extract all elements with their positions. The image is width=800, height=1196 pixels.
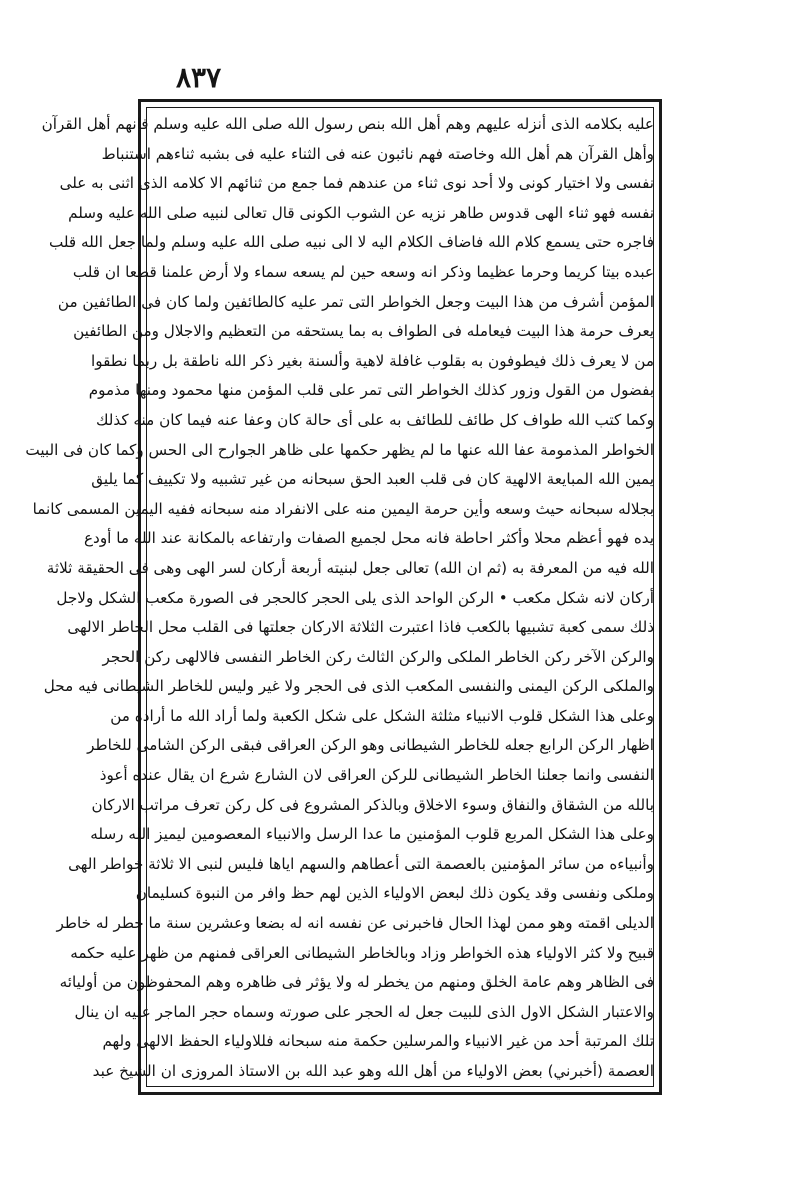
text-line: المؤمن أشرف من هذا البيت وجعل الخواطر التى تمر عليه كالطائفين ولما كان فى الطائفين من <box>57 292 654 311</box>
text-line: بجلاله سبحانه حيث وسعه وأين حرمة اليمين منه على الانفراد منه سبحانه ففيه اليمين المسمى كانما <box>32 499 654 518</box>
text-line: ذلك سمى كعبة تشبيها بالكعب فاذا اعتبرت الثلاثة الاركان جعلتها فى القلب محل الخاطر الالهى <box>67 618 654 637</box>
text-line: الله فيه من المعرفة به (ثم ان الله) تعالى جعل لبنيته أربعة أركان لسر الهى وهى فى الحقيقة ثلاثة <box>46 558 654 577</box>
text-line: عليه بكلامه الذى أنزله عليهم وهم أهل الله بنص رسول الله صلى الله عليه وسلم فانهم أهل القرآن <box>41 115 654 133</box>
text-line: بفضول من القول وزور كذلك الخواطر التى تمر على قلب المؤمن منها محمود ومنها مذموم <box>88 381 654 400</box>
text-line: والركن الآخر ركن الخاطر الملكى والركن الثالث ركن الخاطر النفسى فالالهى ركن الحجر <box>102 647 654 666</box>
text-line: وأنبياءه من سائر المؤمنين بالعصمة التى أعطاهم والسهم اياها فليس لنبى الا ثلاثة خواطر الهى <box>68 854 654 873</box>
text-line: وأهل القرآن هم أهل الله وخاصته فهم نائبون عنه فى الثناء عليه فى بشبه ثناءهم استنباط <box>101 144 654 163</box>
text-line: يده فهو أعظم محلا وأكثر احاطة فانه محل لجميع الصفات وارتفاعه بالمكانة عند الله ما أودع <box>84 529 654 548</box>
text-line: والاعتبار الشكل الاول الذى للبيت جعل له الحجر على صورته وسماه حجر الماجر عليه ان ينال <box>74 1002 654 1021</box>
text-line: وملكى ونفسى وقد يكون ذلك لبعض الاولياء الذين لهم حظ وافر من النبوة كسليمان <box>135 884 654 903</box>
text-line: والملكى الركن اليمنى والنفسى المكعب الذى فى الحجر ولا غير وليس للخاطر الشيطانى فيه محل <box>43 677 654 696</box>
text-line: نفسى ولا اختيار كونى ولا أحد نوى ثناء من عندهم فما جمع من ثنائهم الا كلامه الذى اثنى به على <box>59 174 654 193</box>
text-line: اظهار الركن الرابع جعله للخاطر الشيطانى وهو الركن العراقى فبقى الركن الشامى للخاطر <box>87 736 654 755</box>
text-line: النفسى وانما جعلنا الخاطر الشيطانى للركن العراقى لان الشارع شرع ان يقال عنده أعوذ <box>99 766 654 785</box>
text-line: عبده بيتا كريما وحرما عظيما وذكر انه وسعه حين لم يسعه سماء ولا أرض علمنا قطعا ان قلب <box>72 262 654 281</box>
text-line: وكما كتب الله طواف كل طائف للطائف به على أى حالة كان وعفا عنه فيما كان منه كذلك <box>95 410 654 429</box>
text-line: قبيح ولا كثر الاولياء هذه الخواطر وزاد وبالخاطر الشيطانى العراقى فمنهم من ظهر عليه حكمه <box>70 943 654 962</box>
text-line: يعرف حرمة هذا البيت فيعامله فى الطواف به بما يستحقه من التعظيم والاجلال ومن الطائفين <box>73 322 654 341</box>
text-line: يمين الله المبايعة الالهية كان فى قلب العبد الحق سبحانه من غير تشبيه ولا تكييف كما يليق <box>91 470 654 489</box>
text-line: بالله من الشقاق والنفاق وسوء الاخلاق وبالذكر المشروع فى كل ركن تعرف مراتب الاركان <box>91 795 654 814</box>
text-line: فاجره حتى يسمع كلام الله فاضاف الكلام اليه لا الى نبيه صلى الله عليه وسلم ولما جعل الله قلب <box>48 233 654 252</box>
text-line: من لا يعرف ذلك فيطوفون به بقلوب غافلة لاهية وألسنة بغير ذكر الله ناطقة بل ربما نطقوا <box>91 351 654 370</box>
text-line: وعلى هذا الشكل المربع قلوب المؤمنين ما عدا الرسل والانبياء المعصومين ليميز الله رسله <box>90 825 654 844</box>
body-text <box>25 110 654 1088</box>
text-line: تلك المرتبة أحد من غير الانبياء والمرسلين حكمة منه سبحانه فللاولياء الحفظ الالهى ولهم <box>102 1032 654 1051</box>
page-number: ٨٣٧ <box>176 61 222 94</box>
text-line: العصمة (أخبرني) بعض الاولياء من أهل الله وهو عبد الله بن الاستاذ المروزى ان الشيخ عبد <box>92 1062 654 1080</box>
text-line: فى الظاهر وهم عامة الخلق ومنهم من يخطر له ولا يؤثر فى ظاهره وهم المحفوظون من أوليائه <box>59 973 654 992</box>
text-line: الديلى اقمته وهو ممن لهذا الحال فاخبرنى عن نفسه انه له بضعا وعشرين سنة ما خطر له خاطر <box>56 914 654 933</box>
text-line: وعلى هذا الشكل قلوب الانبياء مثلثة الشكل على شكل الكعبة ولما أراد الله ما أراده من <box>110 706 654 725</box>
text-line: أركان لانه شكل مكعب • الركن الواحد الذى يلى الحجر كالحجر فى الصورة مكعب الشكل ولاجل <box>56 588 654 607</box>
text-line: نفسه فهو ثناء الهى قدوس طاهر نزيه عن الشوب الكونى قال تعالى لنبيه صلى الله عليه وسلم <box>68 203 654 222</box>
text-line: الخواطر المذمومة عفا الله عنها ما لم يظهر حكمها على ظاهر الجوارح الى الحس وكما كان فى البيت <box>25 440 654 459</box>
